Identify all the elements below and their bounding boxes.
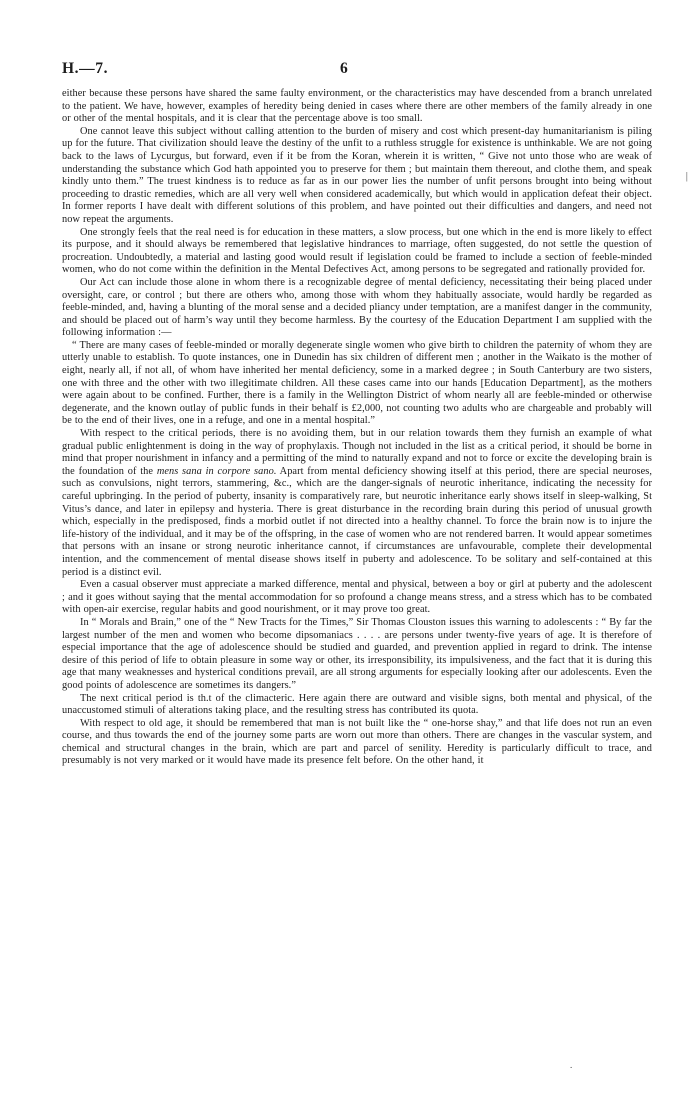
page-header (62, 60, 652, 88)
paragraph-text: With respect to the critical periods, there is no avoiding them, but in our relation towards them they furnish an example of what gradual public enlightenment is doing in the way of prophylaxis. Though not included in the list as a critical period, it should be borne in mind that proper nourishment in infancy and a permitting of the mind to naturally expand and not to force or excite the developing brain is the foundation of the (62, 428, 652, 477)
paragraph-text: Apart from mental deficiency showing itself at this period, there are special neuroses, such as convulsions, night terrors, stammering, &c., which are the danger-signals of neurotic inheritance, indicating the necessity for careful upbringing. In the period of puberty, insanity is comparatively rare, but neurotic inheritance early shows itself in sleep-walking, St Vitus’s dance, and later in epilepsy and hysteria. There is great disturbance in the recording brain during this period of unusual growth which, especially in the predisposed, finds a morbid outlet if not directed into a healthy channel. To force the brain now is to injure the life-history of the individual, and it may be of the offspring, in the case of women who are not rendered barren. It would appear sometimes that persons with an insane or strong neurotic inheritance cannot, if circumstances are unfavourable, complete their developmental intention, and the commencement of mental disease shows itself in puberty and adolescence. To be solitary and self-contained at this period is a distinct evil. (62, 465, 653, 578)
footer-mark: . (570, 1060, 573, 1070)
body-text (62, 88, 652, 768)
paragraph: One strongly feels that the real need is for education in these matters, a slow process, but one which in the end is more likely to effect its purpose, and it should always be remembered that legislative hindrances to marriage, often suggested, do not settle the question of procreation. Undoubtedly, a material and lasting good would result if legislation could be framed to include a section of feeble-minded women, who do not come within the definition in the Mental Defectives Act, among persons to be segregated and rationally provided for. (62, 226, 652, 276)
paragraph: One cannot leave this subject without calling attention to the burden of misery and cost which present-day humanitarianism is piling up for the future. That civilization should leave the destiny of the unfit to a ruthless struggle for existence is unthinkable. We are not going back to the laws of Lycurgus, but forward, even if it be from the Koran, wherein it is written, “ Give not unto those who are weak of understanding the substance which God hath appointed you to preserve for them ; but maintain them thereout, and clothe them, and speak kindly unto them.” The truest kindness is to reduce as far as in our power lies the number of unfit persons brought into being without proceeding to drastic remedies, which are all very well when considered academically, but which would in application defeat their object. In former reports I have dealt with different solutions of this problem, and have pointed out their difficulties and dangers, and need not now repeat the arguments. (62, 125, 652, 225)
page-number: 6 (340, 60, 349, 77)
latin-phrase: mens sana in corpore sano. (156, 465, 277, 477)
margin-mark: | (685, 170, 688, 182)
paragraph: In “ Morals and Brain,” one of the “ New Tracts for the Times,” Sir Thomas Clouston issues this warning to adolescents : “ By far the largest number of the men and women who become dipsomaniacs . . . . are persons under twenty-five years of age. It is therefore of especial importance that the age of adolescence should be studied and guarded, and prevention applied in regard to drink. The intense desire of this period of life to obtain pleasure in some way or other, its irresponsibility, its impulsiveness, and the fact that it is during this age that many weaknesses and hysterical conditions prevail, are all strong arguments for especially looking after our adolescents. Even the good points of adolescence are sometimes its dangers.” (62, 616, 652, 691)
document-reference: H.—7. (62, 60, 109, 77)
paragraph: either because these persons have shared the same faulty environment, or the characteristics may have descended from a branch unrelated to the patient. We have, however, examples of heredity being denied in cases where there are other members of the family already in one or other of the mental hospitals, and it is clear that the percentage above is too small. (62, 88, 652, 125)
paragraph: The next critical period is th.t of the climacteric. Here again there are outward and visible signs, both mental and physical, of the unaccustomed stimuli of alterations taking place, and the resulting stress has contributed its quota. (62, 692, 652, 717)
paragraph: With respect to old age, it should be remembered that man is not built like the “ one-horse shay,” and that life does not run an even course, and thus towards the end of the journey some parts are worn out more than others. There are changes in the vascular system, and chemical and structural changes in the brain, which are part and parcel of senility. Heredity is particularly difficult to trace, and presumably is not very marked or it would have made its presence felt before. On the other hand, it (62, 717, 652, 767)
paragraph (62, 428, 652, 579)
paragraph: Even a casual observer must appreciate a marked difference, mental and physical, between a boy or girl at puberty and the adolescent ; and it goes without saying that the mental accommodation for so profound a change means stress, and a stress which has to be combated with open-air exercise, regular habits and good nourishment, or it may prove too great. (62, 579, 652, 616)
paragraph: Our Act can include those alone in whom there is a recognizable degree of mental deficiency, necessitating their being placed under oversight, care, or control ; but there are others who, among those with whom they habitually associate, would hardly be regarded as feeble-minded, and, having a blunting of the moral sense and a decided pliancy under temptation, are a manifest danger in the community, and should be placed out of harm’s way until they become harmless. By the courtesy of the Education Department I am supplied with the following information :— (62, 276, 652, 339)
quoted-paragraph: “ There are many cases of feeble-minded or morally degenerate single women who give birth to children the paternity of whom they are utterly unable to establish. To quote instances, one in Dunedin has six children of different men ; another in the Waikato is the mother of eight, nearly all, if not all, of whom have inherited her mental deficiency, some in a marked degree ; in South Canterbury are two sisters, one with three and the other with two illegitimate children. All these cases came into our hands [Education Department], as the mothers were again about to be confined. Further, there is a family in the Wellington District of whom nearly all are feeble-minded or otherwise degenerate, and the known outlay of public funds in their behalf is £2,000, not counting two adults who are chargeable and probably will be to the end of their lives, one in a refuge, and one in a mental hospital.” (62, 339, 652, 427)
